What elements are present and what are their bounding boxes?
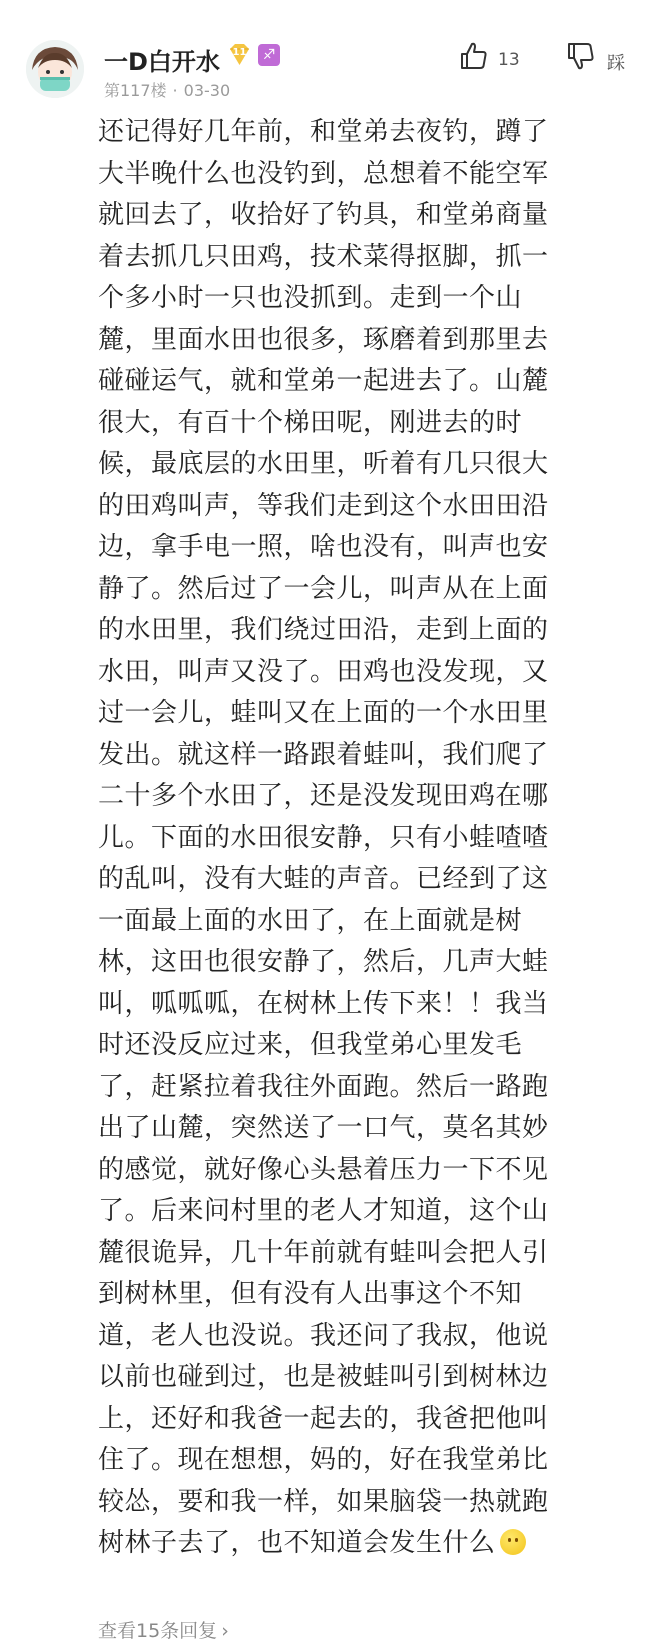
comment-line: 时还没反应过来，但我堂弟心里发毛 xyxy=(98,1030,523,1060)
comment-line: 出了山麓，突然送了一口气，莫名其妙 xyxy=(98,1113,549,1143)
comment-line: 很大，有百十个梯田呢，刚进去的时 xyxy=(98,407,523,438)
like-button[interactable] xyxy=(458,40,548,80)
view-replies-label: 查看15条回复 xyxy=(98,1620,218,1642)
comment-line: 大半晚什么也没钓到，总想着不能空军 xyxy=(98,158,549,189)
comment-line: 道，老人也没说。我还问了我叔，他说 xyxy=(98,1320,549,1351)
comment-line: 还记得好几年前，和堂弟去夜钓，蹲了 xyxy=(98,117,549,147)
comment-line: 了。后来问村里的老人才知道，这个山 xyxy=(98,1196,549,1226)
comment-line: 麓很诡异，几十年前就有蛙叫会把人引 xyxy=(98,1237,549,1268)
view-replies-link[interactable] xyxy=(98,1616,229,1643)
comment-line: 住了。现在想想，妈的，好在我堂弟比 xyxy=(98,1445,549,1475)
comment-line: 的田鸡叫声，等我们走到这个水田田沿 xyxy=(98,490,549,521)
comment-line: 到树林里，但有没有人出事这个不知 xyxy=(98,1279,523,1309)
level-badge xyxy=(226,41,253,68)
comment-line: 儿。下面的水田很安静，只有小蛙喳喳 xyxy=(98,822,549,853)
username[interactable]: 一D白开水 xyxy=(104,48,220,76)
like-count: 13 xyxy=(498,50,520,70)
comment-line: 二十多个水田了，还是没发现田鸡在哪 xyxy=(98,781,549,811)
comment-line: 的水田里，我们绕过田沿，走到上面的 xyxy=(98,615,549,645)
comment-line: 碰碰运气，就和堂弟一起进去了。山麓 xyxy=(98,366,549,396)
post-meta xyxy=(104,78,230,101)
comment-line: 树林子去了，也不知道会发生什么 xyxy=(98,1523,638,1565)
chevron-right-icon: › xyxy=(221,1620,229,1642)
comment-line: 以前也碰到过，也是被蛙叫引到树林边 xyxy=(98,1362,549,1392)
comment-body xyxy=(98,112,638,1565)
comment-header xyxy=(0,0,660,110)
comment-line: 的感觉，就好像心头悬着压力一下不见 xyxy=(98,1154,549,1185)
comment-line: 麓，里面水田也很多，琢磨着到那里去 xyxy=(98,324,549,355)
comment-line: 边，拿手电一照，啥也没有，叫声也安 xyxy=(98,532,549,562)
meta-separator: · xyxy=(172,81,178,100)
thumbs-down-icon xyxy=(565,40,597,72)
comment-line: 候，最底层的水田里，听着有几只很大 xyxy=(98,449,549,479)
user-avatar[interactable] xyxy=(26,40,84,98)
zodiac-badge: ♐ xyxy=(258,44,280,66)
thumbs-up-icon xyxy=(458,40,490,72)
comment-line: 较怂，要和我一样，如果脑袋一热就跑 xyxy=(98,1486,549,1517)
comment-line: 林，这田也很安静了，然后，几声大蛙 xyxy=(98,947,549,977)
dislike-label: 踩 xyxy=(607,53,625,74)
comment-line: 上，还好和我爸一起去的，我爸把他叫 xyxy=(98,1403,549,1434)
comment-line: 一面最上面的水田了，在上面就是树 xyxy=(98,905,523,936)
comment-line: 水田，叫声又没了。田鸡也没发现，又 xyxy=(98,656,549,687)
comment-line: 发出。就这样一路跟着蛙叫，我们爬了 xyxy=(98,739,549,770)
post-date: 03-30 xyxy=(183,81,231,100)
comment-line: 静了。然后过了一会儿，叫声从在上面 xyxy=(98,573,549,604)
comment-line: 过一会儿，蛙叫又在上面的一个水田里 xyxy=(98,698,549,728)
floor-number: 第117楼 xyxy=(104,81,167,100)
comment-line: 着去抓几只田鸡，技术菜得抠脚，抓一 xyxy=(98,241,549,272)
comment-line: 叫，呱呱呱，在树林上传下来！！我当 xyxy=(98,988,549,1019)
comment-line: 的乱叫，没有大蛙的声音。已经到了这 xyxy=(98,864,549,894)
level-number: 11 xyxy=(232,47,247,58)
comment-line: 个多小时一只也没抓到。走到一个山 xyxy=(98,283,523,313)
comment-line: 了，赶紧拉着我往外面跑。然后一路跑 xyxy=(98,1071,549,1102)
dislike-button[interactable] xyxy=(565,40,645,80)
sweat-smile-icon xyxy=(500,1529,526,1555)
comment-line: 就回去了，收拾好了钓具，和堂弟商量 xyxy=(98,200,549,230)
